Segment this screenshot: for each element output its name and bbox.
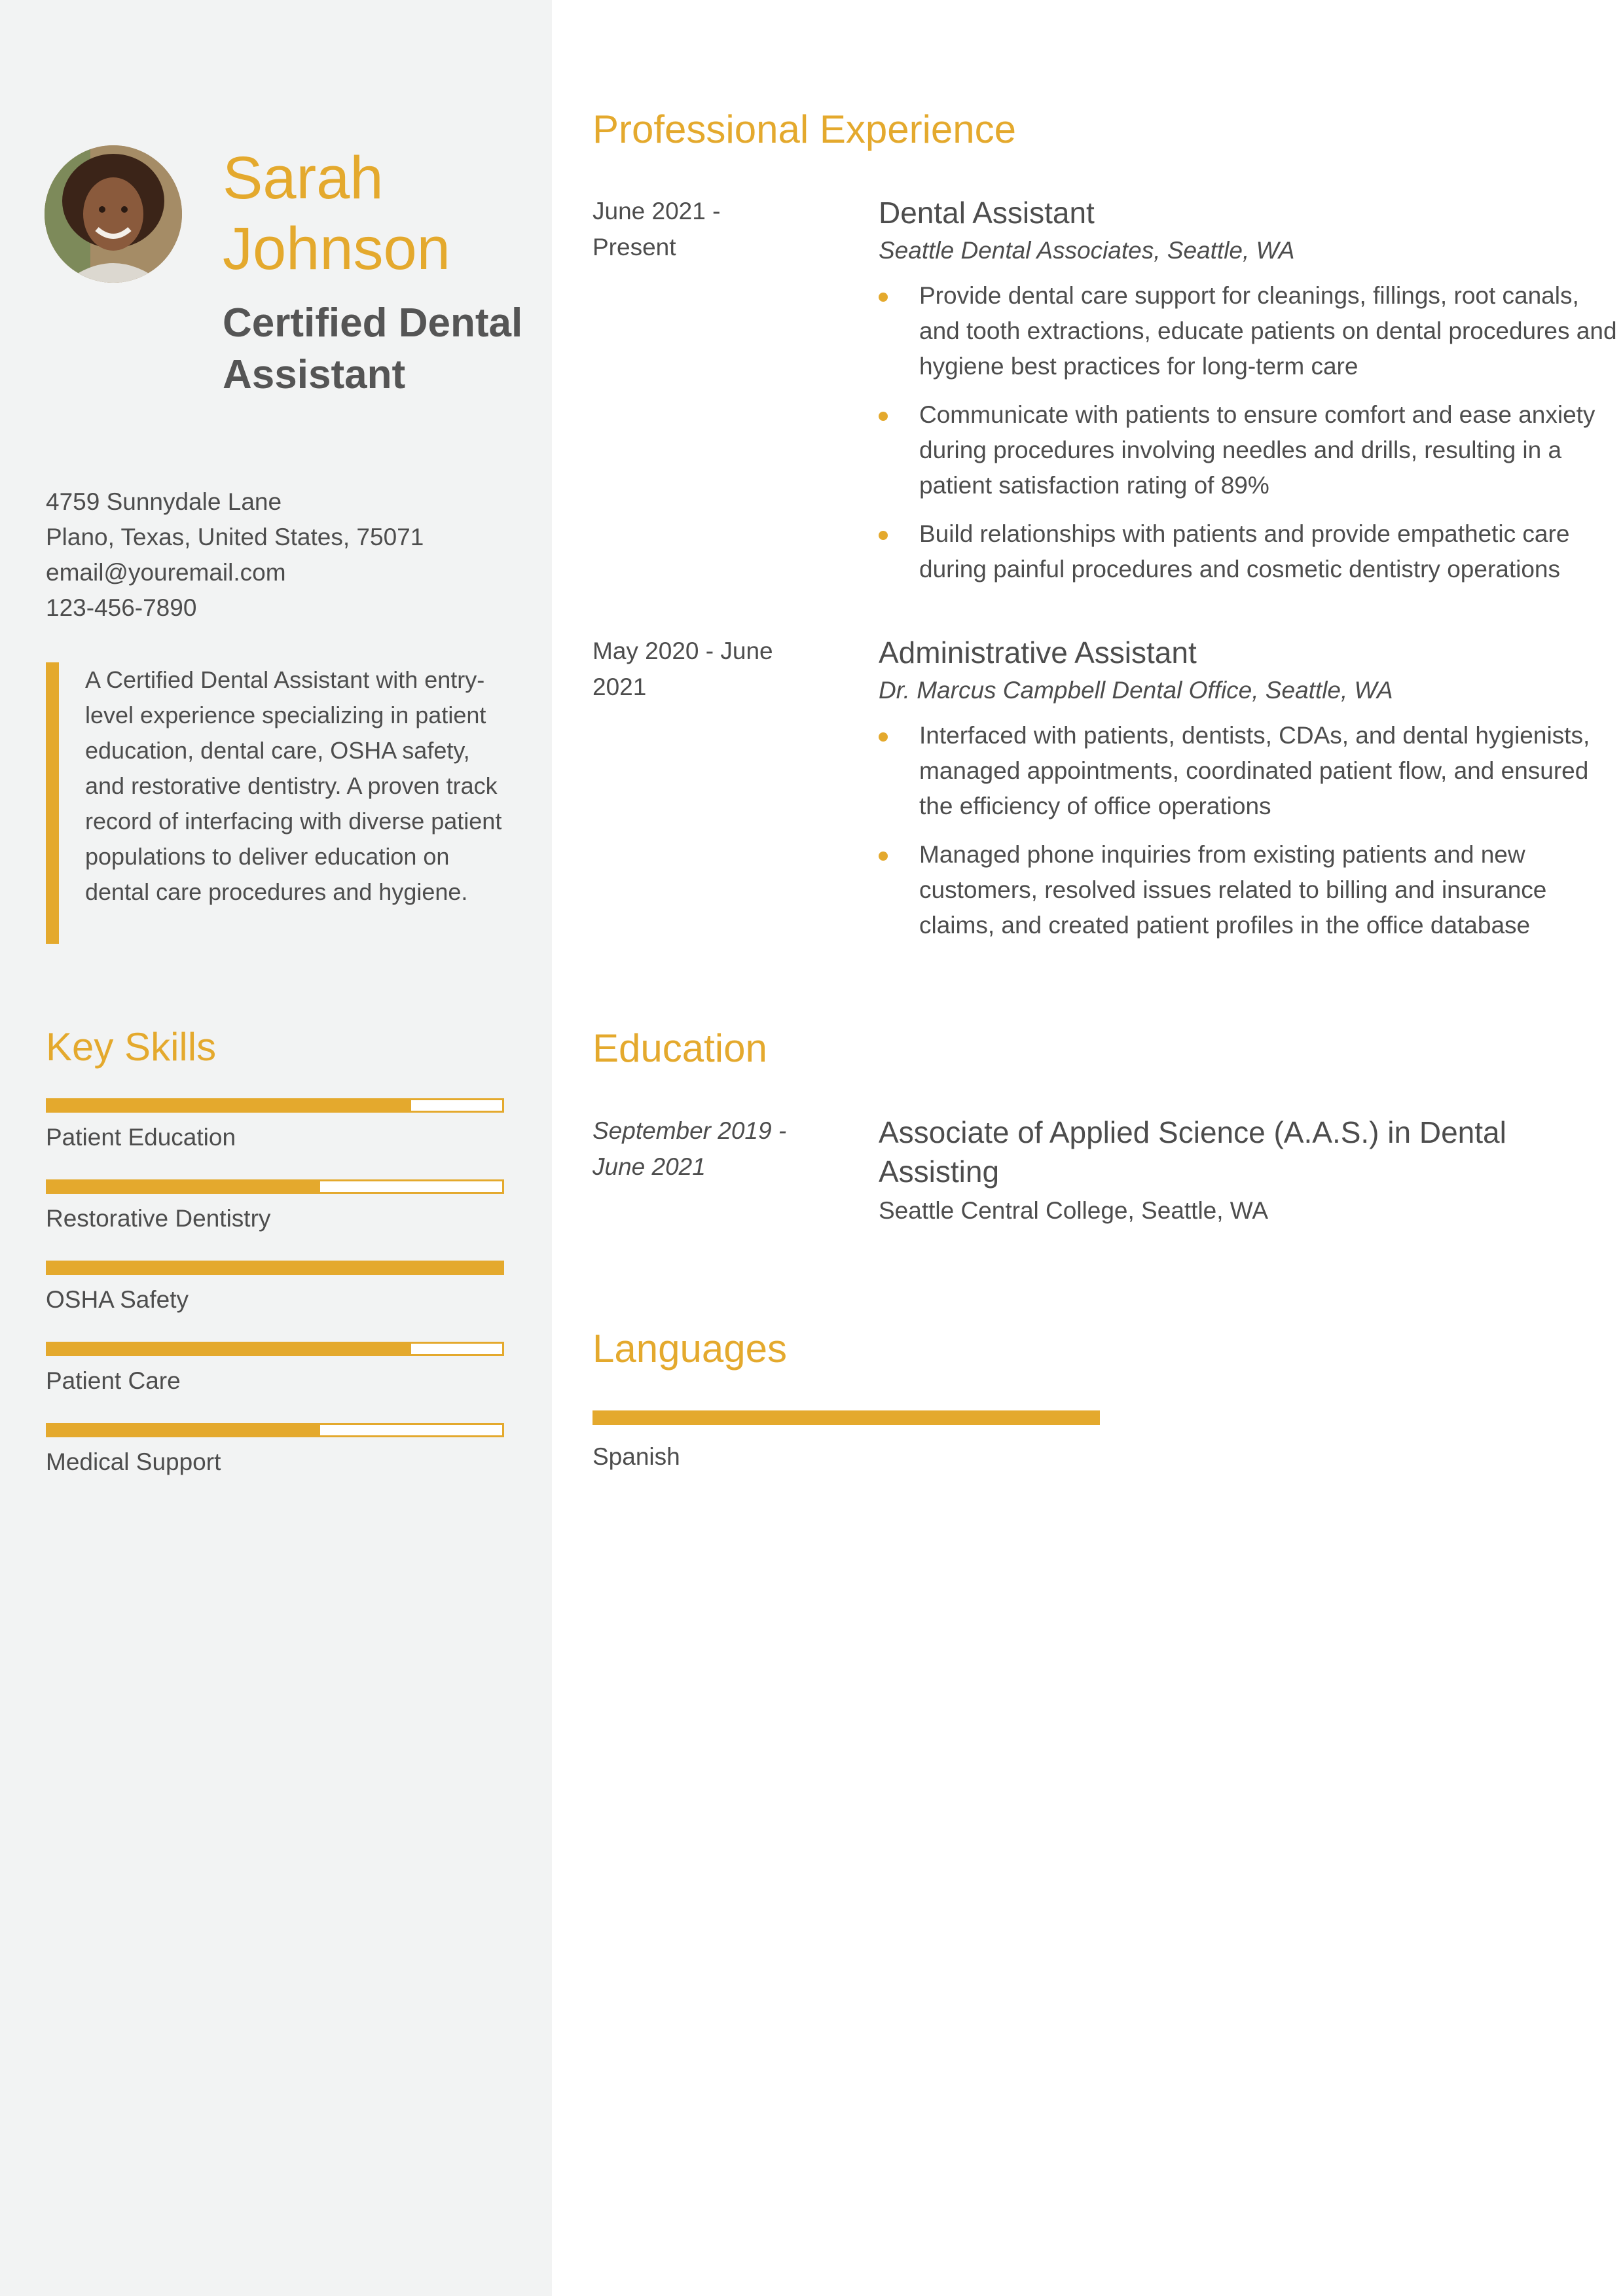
bullet-icon: [879, 732, 888, 742]
language-label: Spanish: [593, 1443, 680, 1470]
job-details: [879, 633, 1623, 956]
school: Seattle Central College, Seattle, WA: [879, 1197, 1269, 1224]
skill-item: [46, 1342, 504, 1423]
language-item: [593, 1410, 1103, 1473]
bullet-text: Managed phone inquiries from existing patients and new customers, resolved issues related to billing and insurance claims, and created patient profiles in the office database: [919, 841, 1547, 939]
education-dates: September 2019 - June 2021: [593, 1117, 787, 1180]
job-company: Dr. Marcus Campbell Dental Office, Seattle, WA: [879, 677, 1393, 704]
job-details: [879, 193, 1623, 600]
list-item: [879, 516, 1623, 587]
bullet-text: Build relationships with patients and provide empathetic care during painful procedures and cosmetic dentistry operations: [919, 520, 1570, 583]
list-item: [879, 837, 1623, 943]
job-role: Dental Assistant: [879, 196, 1095, 230]
contact-info: [46, 484, 530, 626]
skill-label: Medical Support: [46, 1448, 221, 1475]
phone[interactable]: 123-456-7890: [46, 594, 197, 621]
person-photo-icon: [45, 145, 182, 283]
sidebar: [0, 0, 552, 2296]
list-item: [879, 397, 1623, 503]
address-city: Plano, Texas, United States, 75071: [46, 524, 424, 550]
job-bullets: [879, 278, 1623, 587]
bullet-icon: [879, 852, 888, 861]
profile-summary: A Certified Dental Assistant with entry-level experience specializing in patient education, dental care, OSHA safety, and restorative dentistry. A proven track record of interfacing with diverse patient populations to deliver education on dental care procedures and hygiene.: [46, 662, 504, 944]
skill-level-fill: [48, 1344, 411, 1354]
skill-level-bar: [46, 1179, 504, 1194]
skill-item: [46, 1179, 504, 1261]
skill-level-fill: [48, 1181, 320, 1192]
skill-level-bar: [46, 1261, 504, 1275]
skill-label: OSHA Safety: [46, 1286, 189, 1313]
skill-label: Patient Care: [46, 1367, 181, 1394]
skill-item: [46, 1261, 504, 1342]
skill-level-fill: [48, 1100, 411, 1111]
job-role: Administrative Assistant: [879, 636, 1197, 670]
skill-level-bar: [46, 1423, 504, 1437]
education-heading: Education: [593, 1026, 767, 1070]
degree: Associate of Applied Science (A.A.S.) in Dental Assisting: [879, 1115, 1506, 1189]
skill-item: [46, 1423, 504, 1504]
bullet-text: Communicate with patients to ensure comfort and ease anxiety during procedures involving needles and drills, resulting in a patient satisfaction rating of 89%: [919, 401, 1596, 499]
job-dates: June 2021 - Present: [593, 198, 721, 260]
languages-heading: Languages: [593, 1327, 787, 1371]
job-title: Certified Dental Assistant: [223, 300, 523, 397]
bullet-icon: [879, 531, 888, 540]
bullet-icon: [879, 293, 888, 302]
bullet-text: Interfaced with patients, dentists, CDAs, and dental hygienists, managed appointments, coordinated patient flow, and ensured the efficiency of office operations: [919, 722, 1590, 819]
main-column: [552, 0, 1623, 2296]
candidate-name: Sarah Johnson: [223, 145, 450, 282]
list-item: [879, 718, 1623, 824]
skill-label: Restorative Dentistry: [46, 1205, 271, 1232]
job-company: Seattle Dental Associates, Seattle, WA: [879, 237, 1295, 264]
skills-list: [46, 1098, 504, 1504]
skill-label: Patient Education: [46, 1124, 236, 1151]
skill-level-fill: [48, 1425, 320, 1435]
skill-level-bar: [46, 1098, 504, 1113]
skill-level-bar: [46, 1342, 504, 1356]
education-details: [879, 1113, 1623, 1230]
bullet-icon: [879, 412, 888, 421]
job-bullets: [879, 718, 1623, 943]
email[interactable]: email@youremail.com: [46, 559, 286, 586]
job-dates: May 2020 - June 2021: [593, 637, 773, 700]
address-street: 4759 Sunnydale Lane: [46, 488, 282, 515]
profile-photo: [45, 145, 182, 283]
bullet-text: Provide dental care support for cleanings, fillings, root canals, and tooth extractions, educate patients on dental procedures and hygiene best practices for long-term care: [919, 282, 1617, 380]
experience-heading: Professional Experience: [593, 107, 1017, 151]
list-item: [879, 278, 1623, 384]
skill-level-fill: [48, 1263, 502, 1273]
skills-heading: Key Skills: [46, 1025, 217, 1069]
skill-item: [46, 1098, 504, 1179]
language-level-bar: [593, 1410, 1100, 1425]
